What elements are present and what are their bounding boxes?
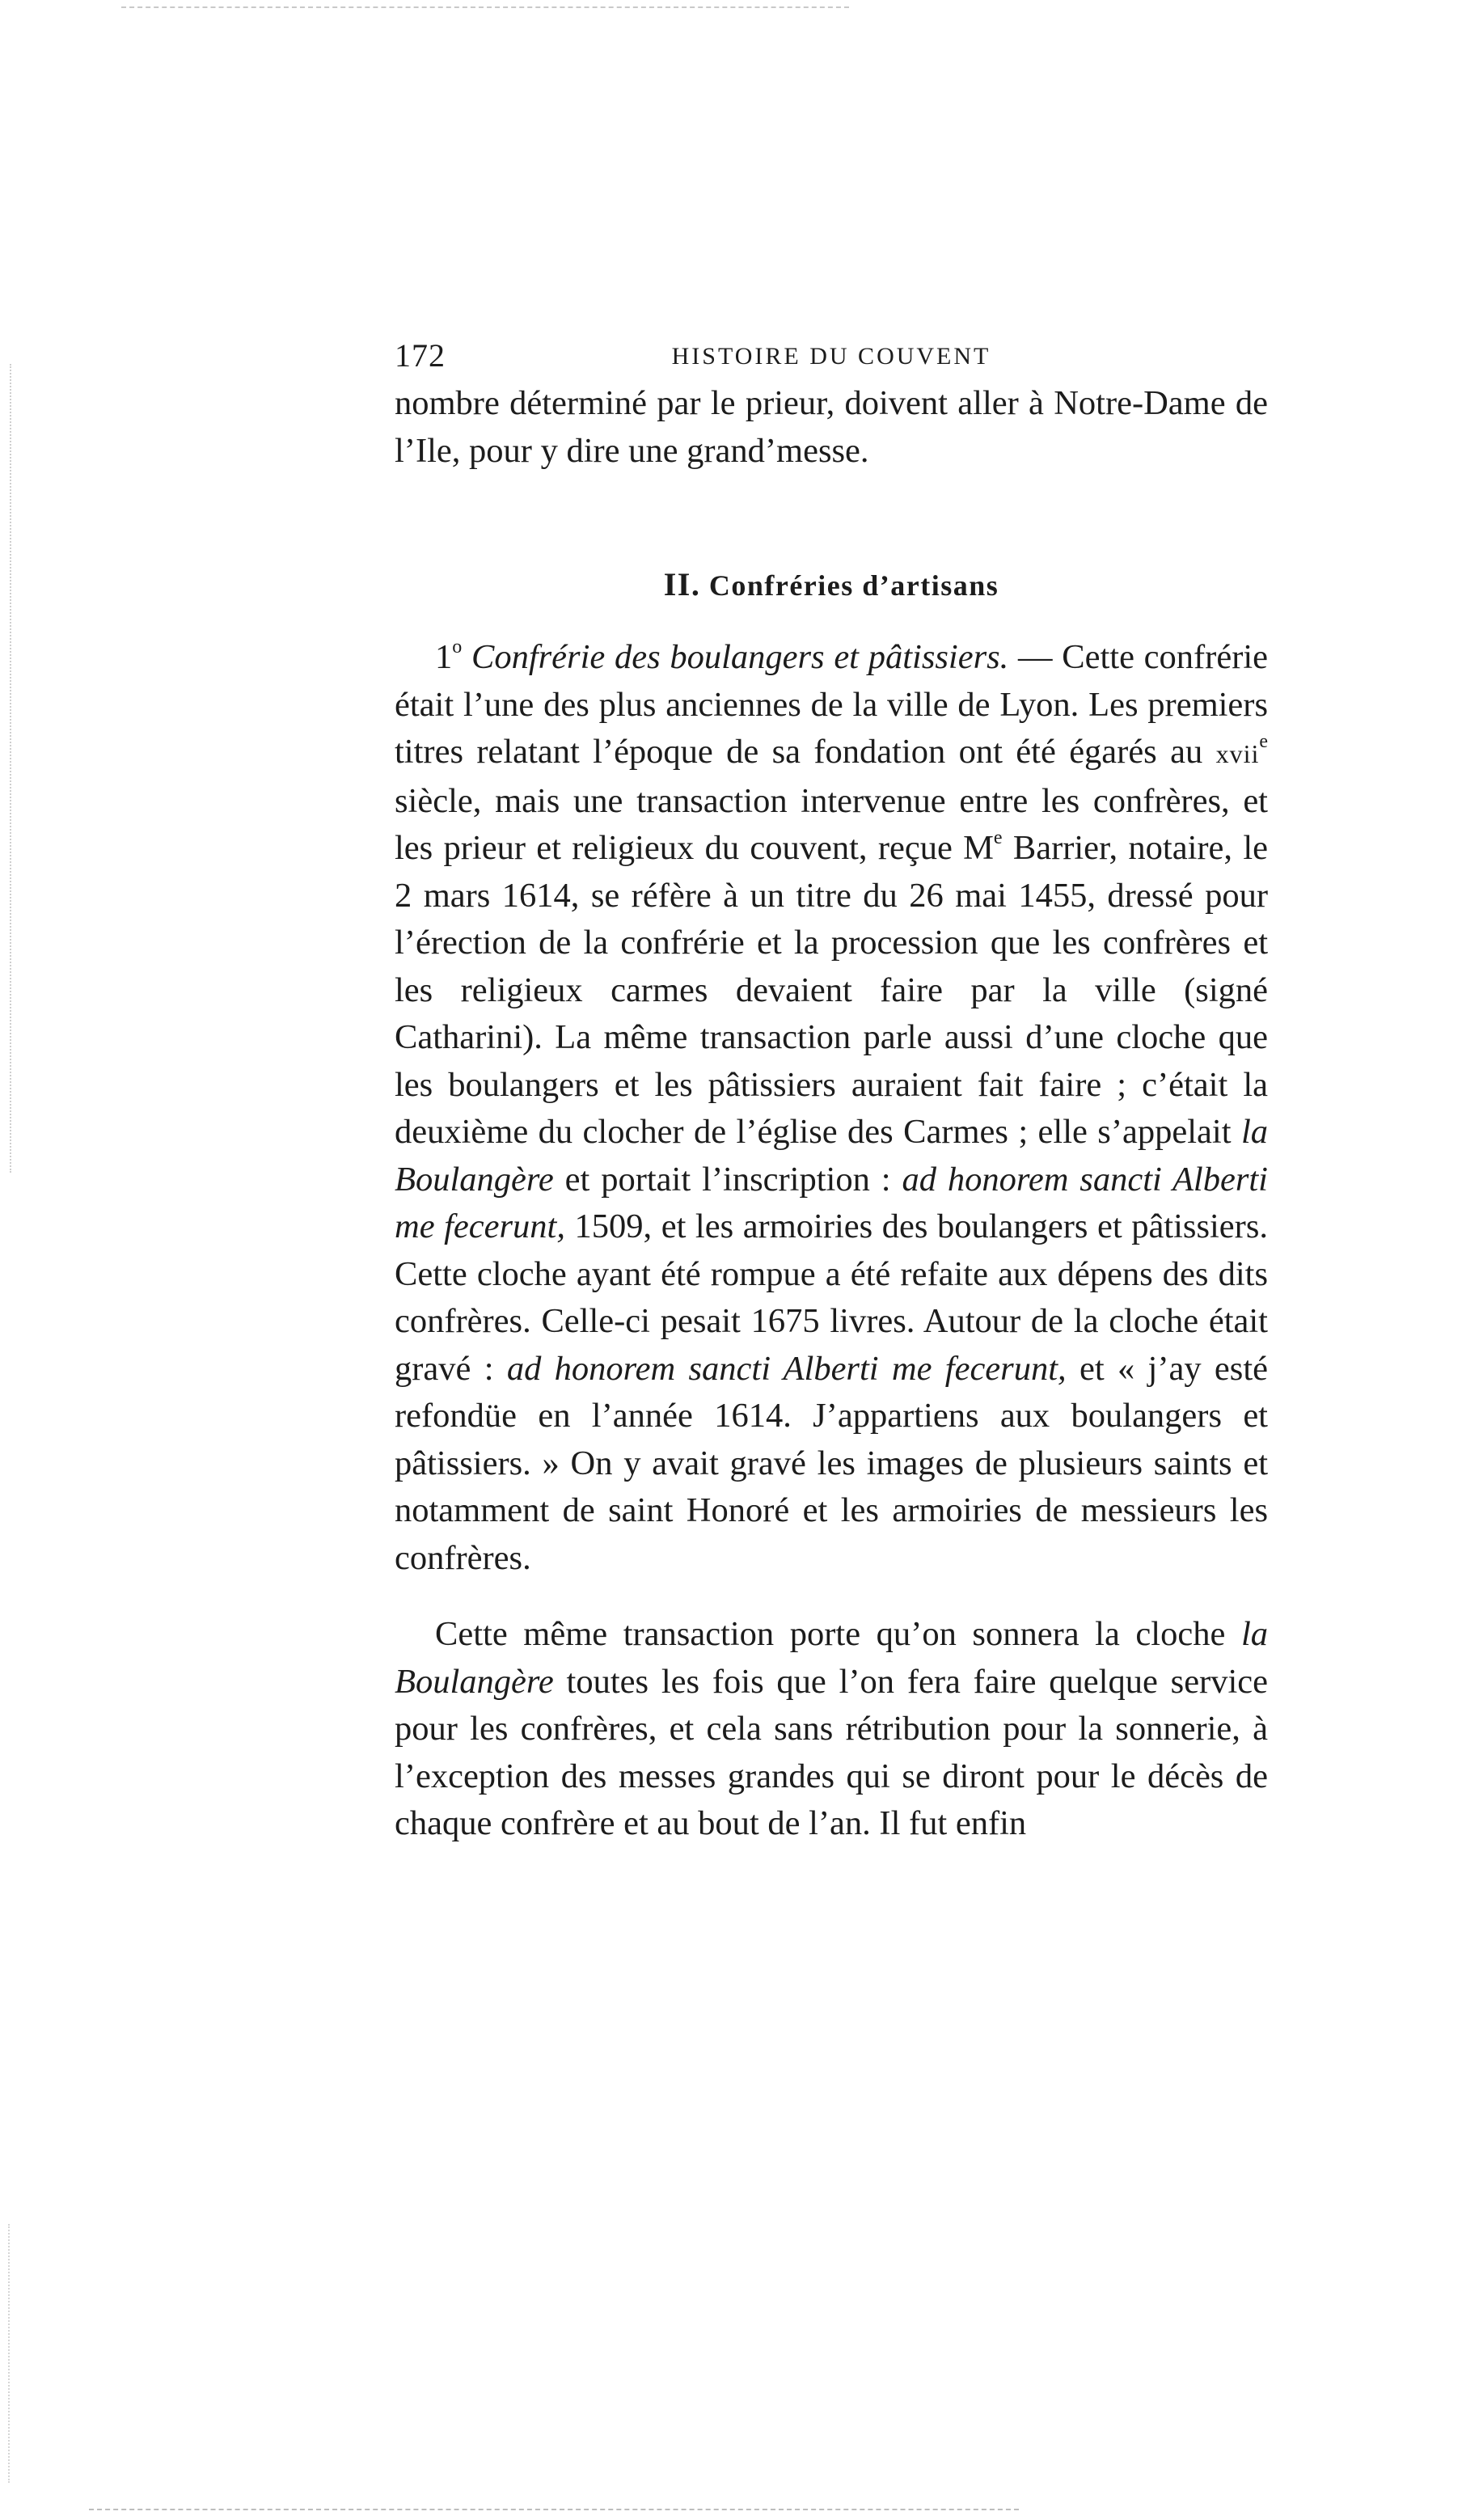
item-number-sup: o — [452, 636, 463, 657]
para1-text-2: siècle, mais une transaction intervenue entre les confrères, et les prieur et religieux du couvent, reçue M — [395, 781, 1268, 867]
scan-edge-top — [121, 6, 849, 8]
book-page — [395, 332, 1268, 1848]
carryover-paragraph — [395, 380, 1268, 475]
paragraph-boulangers — [395, 634, 1268, 1582]
paragraph-transaction — [395, 1611, 1268, 1848]
scan-edge-left — [10, 364, 11, 1173]
para1-text-5: 1509, et les armoiries des boulangers et pâtissiers. Cette cloche ayant été rompue a été refaite aux dépens des dits confrères. Celle-ci pesait 1675 livres. Autour de la cloche était gravé : — [395, 1207, 1268, 1388]
century-sup: e — [1259, 730, 1268, 752]
page-number: 172 — [395, 337, 446, 374]
para1-text-6: et « j’ay esté refondüe en l’année 1614. J’appartiens aux boulangers et pâtissiers. » On y avait gravé les images de plusieurs saints et notamment de saint Honoré et les armoiries de messieurs les confrères. — [395, 1349, 1268, 1577]
para2-text-2: toutes les fois que l’on fera faire quelque service pour les confrères, et cela sans rétribution pour la sonnerie, à l’exception des messes grandes qui se diront pour le décès de chaque confrère et au bout de l’an. Il fut enfin — [395, 1662, 1268, 1842]
item-number: 1 — [435, 638, 453, 676]
running-title: HISTOIRE DU COUVENT — [671, 343, 991, 370]
para1-text-1: — Cette confrérie était l’une des plus anciennes de la ville de Lyon. Les premiers titres relatant l’époque de sa fondation ont été égarés au — [395, 638, 1269, 771]
running-head — [395, 332, 1268, 380]
section-heading — [395, 565, 1268, 603]
para1-text-4: et portait l’inscription : — [553, 1160, 902, 1199]
century-numeral: xvii — [1215, 739, 1260, 768]
section-title: Confréries d’artisans — [708, 569, 999, 602]
scan-edge-left-lower — [8, 2224, 10, 2483]
bell-name: la Boulangère — [395, 1113, 1268, 1199]
para2-text-1: Cette même transaction porte qu’on sonnera la cloche — [435, 1615, 1241, 1653]
inscription-latin-2: ad honorem sancti Alberti me fecerunt, — [506, 1349, 1067, 1388]
inscription-latin: ad honorem sancti Alberti me fecerunt, — [395, 1160, 1268, 1245]
section-numeral: II. — [663, 566, 701, 603]
scan-edge-bottom — [89, 2509, 1019, 2510]
carryover-text: nombre déterminé par le prieur, doivent aller à Notre-Dame de l’Ile, pour y dire une grand’messe. — [395, 384, 1268, 470]
item-heading: Confrérie des boulangers et pâtissiers. — [471, 638, 1009, 676]
bell-name-2: la Boulangère — [395, 1615, 1268, 1701]
para1-text-3: Barrier, notaire, le 2 mars 1614, se réfère à un titre du 26 mai 1455, dressé pour l’érection de la confrérie et la procession que les confrères et les religieux carmes devaient faire par la ville (signé Catharini). La même transaction parle aussi d’une cloche que les boulangers et les pâtissiers auraient fait faire ; c’était la deuxième du clocher de l’église des Carmes ; elle s’appelait — [395, 829, 1268, 1151]
maitre-sup: e — [993, 827, 1003, 848]
